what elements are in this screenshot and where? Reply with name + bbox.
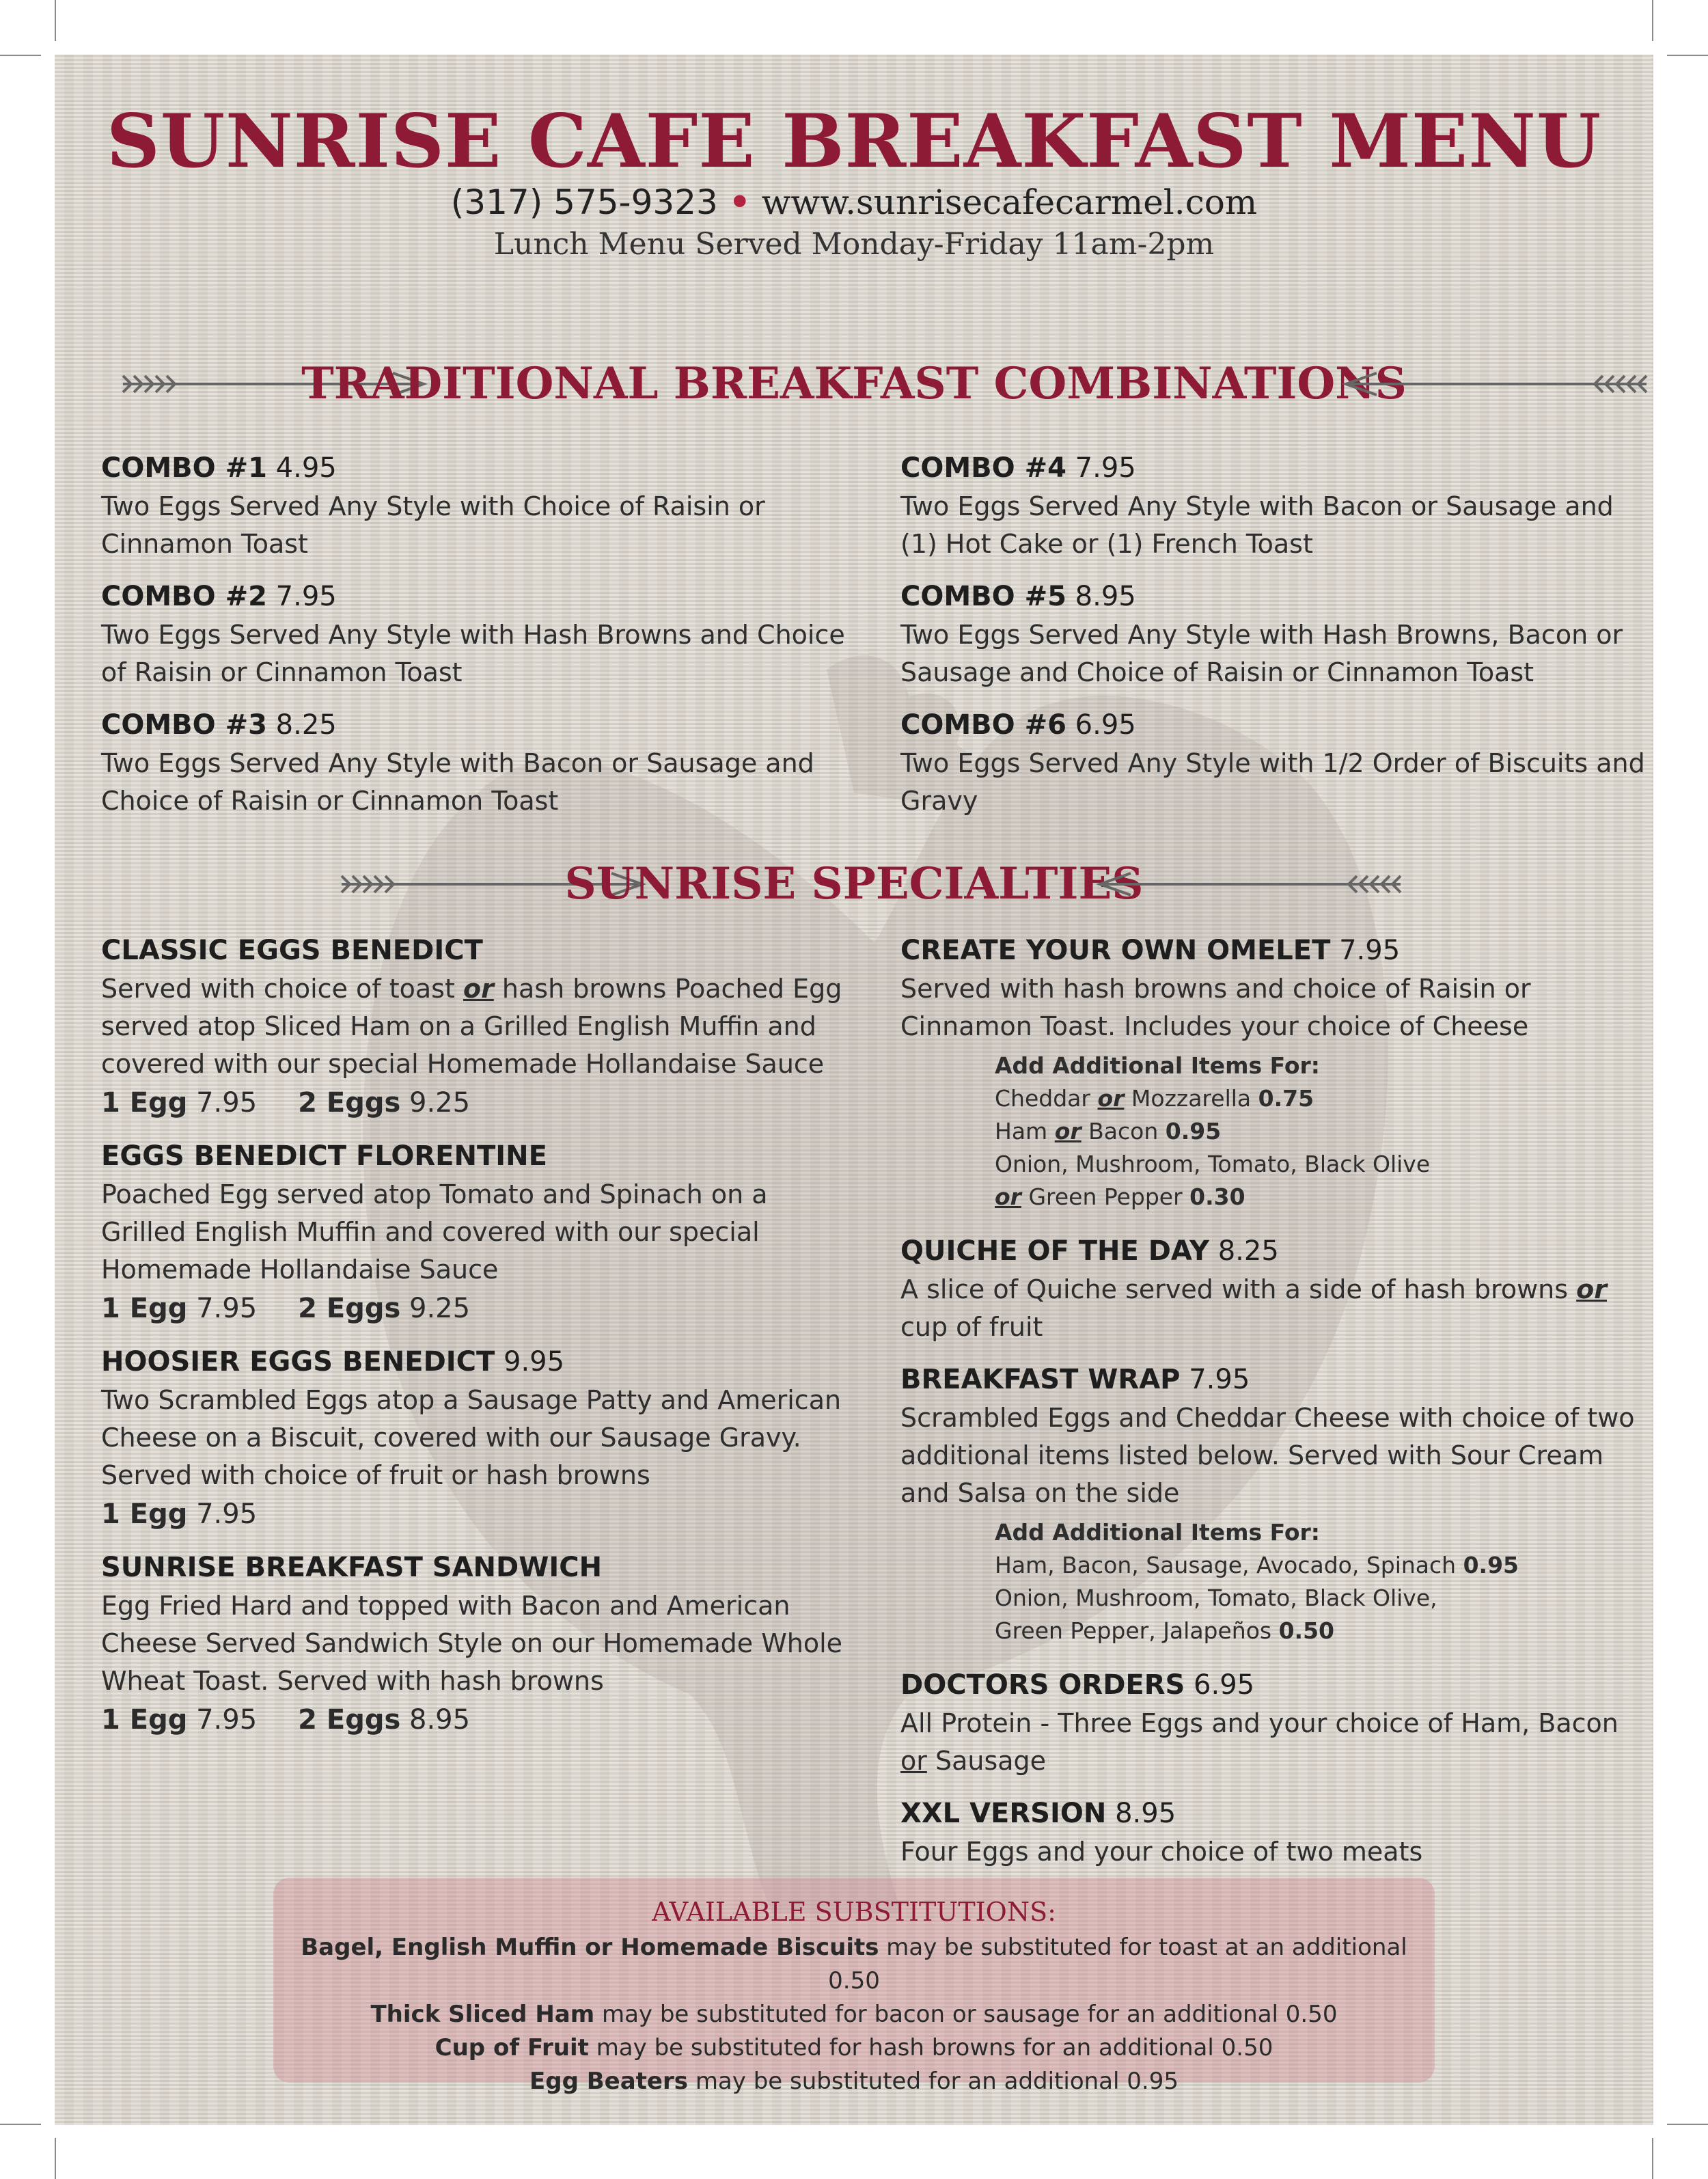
item-name: BREAKFAST WRAP xyxy=(900,1364,1181,1395)
item-price: 7.95 xyxy=(1339,935,1401,966)
item-description xyxy=(900,1705,1645,1780)
addon-text: Cheddar xyxy=(995,1085,1090,1112)
item-price: 9.25 xyxy=(409,1087,471,1119)
price-line xyxy=(101,1494,846,1534)
item-price: 7.95 xyxy=(275,581,337,612)
price-line xyxy=(101,1700,846,1740)
item-description: Poached Egg served atop Tomato and Spinach on a Grilled English Muffin and covered with our special Homemade Hollandaise Sauce xyxy=(101,1179,768,1285)
addon-title: Add Additional Items For: xyxy=(995,1519,1320,1546)
addon-text: Mozzarella xyxy=(1131,1085,1252,1112)
price-label: 2 Eggs xyxy=(298,1704,401,1736)
crop-mark xyxy=(1652,2138,1653,2179)
item-price: 6.95 xyxy=(1075,709,1136,741)
menu-item-combo-5 xyxy=(900,577,1645,691)
substitutions-box xyxy=(273,1878,1435,2095)
substitutions-title: AVAILABLE SUBSTITUTIONS: xyxy=(652,1897,1056,1927)
separator-dot: • xyxy=(728,182,751,222)
addon-price: 0.30 xyxy=(1189,1183,1245,1210)
menu-item-combo-4 xyxy=(900,448,1645,563)
substitution-item: Thick Sliced Ham xyxy=(370,2001,595,2028)
substitution-item: Bagel, English Muffin or Homemade Biscuits xyxy=(301,1934,879,1961)
menu-item-xxl-version xyxy=(900,1794,1645,1871)
item-description: Two Scrambled Eggs atop a Sausage Patty and American Cheese on a Biscuit, covered with our Sausage Gravy. Served with choice of fruit or hash browns xyxy=(101,1385,842,1490)
item-price: 9.95 xyxy=(504,1346,565,1378)
item-description: Two Eggs Served Any Style with Hash Browns, Bacon or Sausage and Choice of Raisin or Cinnamon Toast xyxy=(900,620,1623,687)
item-name: CREATE YOUR OWN OMELET xyxy=(900,935,1331,966)
crop-mark xyxy=(55,0,56,41)
item-description: Two Eggs Served Any Style with Choice of Raisin or Cinnamon Toast xyxy=(101,491,765,559)
section-header-specialties xyxy=(55,850,1653,918)
price-line xyxy=(101,1289,846,1328)
item-price: 7.95 xyxy=(196,1704,258,1736)
hours-line: Lunch Menu Served Monday-Friday 11am-2pm xyxy=(493,227,1215,262)
addon-text: Green Pepper xyxy=(1028,1183,1183,1210)
or-emphasis: or xyxy=(900,1746,927,1776)
section-title-specialties: SUNRISE SPECIALTIES xyxy=(564,858,1144,909)
addon-line xyxy=(995,1615,1645,1647)
desc-text: cup of fruit xyxy=(900,1312,1043,1342)
item-price: 8.95 xyxy=(1075,581,1136,612)
menu-item-combo-6 xyxy=(900,705,1645,820)
item-price: 7.95 xyxy=(1189,1364,1250,1395)
menu-sheet xyxy=(55,55,1653,2125)
addon-text: Green Pepper, Jalapeños xyxy=(995,1617,1272,1644)
menu-item-combo-3 xyxy=(101,705,846,820)
substitution-text: may be substituted for bacon or sausage for an additional 0.50 xyxy=(601,2001,1338,2028)
substitution-line xyxy=(273,2031,1435,2065)
addon-price: 0.95 xyxy=(1463,1552,1519,1578)
item-price: 6.95 xyxy=(1194,1669,1255,1701)
addon-text: Bacon xyxy=(1088,1118,1159,1145)
item-name: COMBO #4 xyxy=(900,452,1066,484)
menu-item-classic-eggs-benedict xyxy=(101,931,846,1123)
item-price: 7.95 xyxy=(1075,452,1136,484)
menu-item-hoosier-eggs-benedict xyxy=(101,1342,846,1534)
price-line xyxy=(101,1083,846,1123)
crop-mark xyxy=(55,2138,56,2179)
item-price: 7.95 xyxy=(196,1498,258,1530)
item-name: COMBO #1 xyxy=(101,452,267,484)
price-label: 1 Egg xyxy=(101,1087,188,1119)
item-price: 8.95 xyxy=(409,1704,471,1736)
substitution-item: Egg Beaters xyxy=(529,2068,688,2095)
section-title-combos: TRADITIONAL BREAKFAST COMBINATIONS xyxy=(301,358,1407,409)
section-header-combos xyxy=(55,350,1653,418)
substitution-text: may be substituted for an additional 0.95 xyxy=(695,2068,1179,2095)
item-description xyxy=(900,1271,1645,1346)
right-arrow-icon xyxy=(1093,850,1414,918)
crop-mark xyxy=(0,2124,41,2125)
menu-item-breakfast-wrap xyxy=(900,1360,1645,1647)
substitution-text: may be substituted for toast at an additional 0.50 xyxy=(828,1934,1407,1995)
or-emphasis: or xyxy=(1054,1118,1082,1145)
price-label: 1 Egg xyxy=(101,1293,188,1324)
addon-text: Ham xyxy=(995,1118,1048,1145)
menu-item-doctors-orders xyxy=(900,1665,1645,1780)
item-description: Four Eggs and your choice of two meats xyxy=(900,1837,1423,1867)
item-price: 8.95 xyxy=(1115,1798,1176,1829)
crop-mark xyxy=(1652,0,1653,41)
item-name: XXL VERSION xyxy=(900,1798,1107,1829)
menu-item-quiche-of-the-day xyxy=(900,1231,1645,1346)
menu-item-combo-1 xyxy=(101,448,846,563)
price-label: 1 Egg xyxy=(101,1704,188,1736)
addon-list xyxy=(995,1050,1645,1214)
crop-mark xyxy=(0,55,41,56)
desc-text: Sausage xyxy=(935,1746,1047,1776)
substitution-text: may be substituted for hash browns for an additional 0.50 xyxy=(596,2034,1273,2061)
addon-line xyxy=(995,1082,1645,1115)
item-name: EGGS BENEDICT FLORENTINE xyxy=(101,1140,547,1172)
or-emphasis: or xyxy=(1576,1274,1608,1304)
desc-text: hash browns Poached Egg served atop Sliced Ham on a Grilled English Muffin and covered with our special Homemade Hollandaise Sauce xyxy=(101,974,842,1079)
item-price: 4.95 xyxy=(275,452,337,484)
menu-item-eggs-benedict-florentine xyxy=(101,1136,846,1328)
right-arrow-icon xyxy=(1339,350,1653,418)
specialties-left-column xyxy=(101,931,846,1753)
item-price: 8.25 xyxy=(1217,1235,1279,1267)
substitution-line xyxy=(273,1931,1435,1998)
item-description: Two Eggs Served Any Style with Bacon or Sausage and (1) Hot Cake or (1) French Toast xyxy=(900,491,1614,559)
substitution-item: Cup of Fruit xyxy=(435,2034,589,2061)
item-price: 7.95 xyxy=(196,1293,258,1324)
crop-mark xyxy=(1667,55,1708,56)
crop-mark xyxy=(1667,2124,1708,2125)
item-description: Two Eggs Served Any Style with Hash Browns and Choice of Raisin or Cinnamon Toast xyxy=(101,620,845,687)
or-emphasis: or xyxy=(995,1183,1021,1210)
price-label: 1 Egg xyxy=(101,1498,188,1530)
item-name: COMBO #5 xyxy=(900,581,1066,612)
item-price: 9.25 xyxy=(409,1293,471,1324)
addon-text: Ham, Bacon, Sausage, Avocado, Spinach xyxy=(995,1552,1457,1578)
specialties-right-column xyxy=(900,931,1645,1885)
desc-text: Served with choice of toast xyxy=(101,974,455,1004)
item-name: HOOSIER EGGS BENEDICT xyxy=(101,1346,495,1378)
addon-line xyxy=(995,1549,1645,1582)
addon-price: 0.75 xyxy=(1258,1085,1314,1112)
item-description xyxy=(101,970,846,1083)
item-description: Scrambled Eggs and Cheddar Cheese with choice of two additional items listed below. Served with Sour Cream and Salsa on the side xyxy=(900,1403,1635,1508)
menu-item-create-your-own-omelet xyxy=(900,931,1645,1214)
item-name: CLASSIC EGGS BENEDICT xyxy=(101,935,483,966)
item-name: COMBO #2 xyxy=(101,581,267,612)
price-label: 2 Eggs xyxy=(298,1293,401,1324)
addon-price: 0.50 xyxy=(1278,1617,1335,1644)
item-price: 8.25 xyxy=(275,709,337,741)
item-description: Two Eggs Served Any Style with Bacon or Sausage and Choice of Raisin or Cinnamon Toast xyxy=(101,748,814,816)
addon-line: Onion, Mushroom, Tomato, Black Olive, xyxy=(995,1585,1437,1611)
combos-right-column xyxy=(900,448,1645,834)
item-price: 7.95 xyxy=(196,1087,258,1119)
combos-left-column xyxy=(101,448,846,834)
item-name: QUICHE OF THE DAY xyxy=(900,1235,1210,1267)
item-description: Served with hash browns and choice of Raisin or Cinnamon Toast. Includes your choice of Cheese xyxy=(900,974,1531,1041)
page-title: SUNRISE CAFE BREAKFAST MENU xyxy=(106,98,1602,184)
item-description: Egg Fried Hard and topped with Bacon and American Cheese Served Sandwich Style on our Homemade Whole Wheat Toast. Served with hash browns xyxy=(101,1591,843,1696)
item-name: DOCTORS ORDERS xyxy=(900,1669,1185,1701)
menu-item-sunrise-breakfast-sandwich xyxy=(101,1548,846,1740)
addon-line: Onion, Mushroom, Tomato, Black Olive xyxy=(995,1151,1431,1177)
addon-line xyxy=(995,1181,1645,1214)
contact-line xyxy=(55,182,1653,223)
website-link[interactable]: www.sunrisecafecarmel.com xyxy=(761,182,1258,222)
addon-price: 0.95 xyxy=(1165,1118,1222,1145)
item-name: COMBO #3 xyxy=(101,709,267,741)
or-emphasis: or xyxy=(463,974,494,1004)
substitution-line xyxy=(273,1998,1435,2031)
phone-number: (317) 575-9323 xyxy=(450,182,718,222)
desc-text: A slice of Quiche served with a side of hash browns xyxy=(900,1274,1569,1304)
addon-list xyxy=(995,1516,1645,1647)
item-name: COMBO #6 xyxy=(900,709,1066,741)
price-label: 2 Eggs xyxy=(298,1087,401,1119)
addon-line xyxy=(995,1115,1645,1148)
desc-text: All Protein - Three Eggs and your choice of Ham, Bacon xyxy=(900,1708,1619,1738)
or-emphasis: or xyxy=(1097,1085,1125,1112)
addon-title: Add Additional Items For: xyxy=(995,1052,1320,1079)
item-name: SUNRISE BREAKFAST SANDWICH xyxy=(101,1552,603,1583)
item-description: Two Eggs Served Any Style with 1/2 Order of Biscuits and Gravy xyxy=(900,748,1645,816)
menu-item-combo-2 xyxy=(101,577,846,691)
substitution-line xyxy=(273,2065,1435,2098)
